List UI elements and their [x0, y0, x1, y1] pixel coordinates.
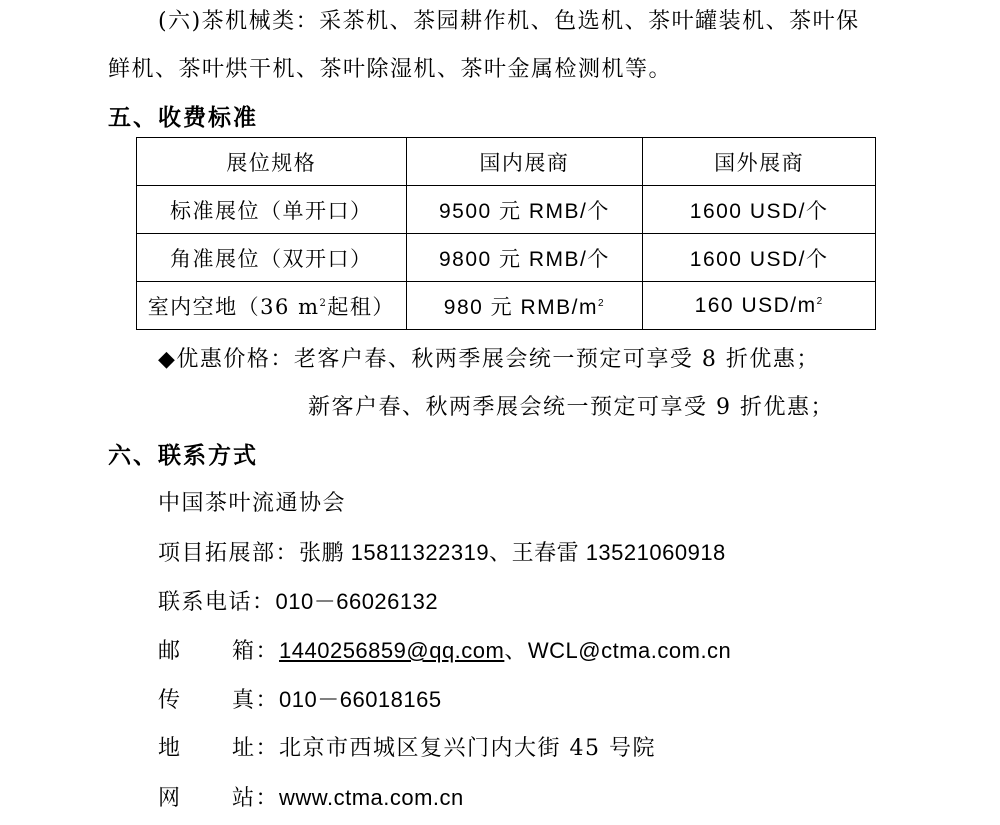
section5-title: 五、收费标准	[108, 105, 258, 131]
table-row	[137, 282, 876, 330]
fee-header-foreign: 国外展商	[643, 138, 876, 186]
project-label: 项目拓展部：	[158, 541, 300, 566]
fee-cell-foreign-a: 160 USD/m	[694, 293, 817, 317]
project-value: 张鹏 15811322319、王春雷 13521060918	[299, 540, 726, 565]
fee-cell-spec	[137, 282, 407, 330]
fee-cell-domestic-a: 980 元 RMB/m	[443, 295, 598, 319]
table-row	[137, 234, 876, 282]
fax-label-b: 真：	[232, 688, 280, 713]
fee-cell-spec: 角准展位（双开口）	[137, 234, 407, 282]
fee-cell-domestic: 9500 元 RMB/个	[406, 186, 643, 234]
fax-label-a: 传	[158, 688, 182, 713]
fee-header-spec: 展位规格	[137, 138, 407, 186]
fee-cell-foreign: 1600 USD/个	[643, 234, 876, 282]
website-label-b: 站：	[232, 786, 280, 811]
fee-cell-domestic: 9800 元 RMB/个	[406, 234, 643, 282]
section6-title: 六、联系方式	[108, 443, 258, 469]
superscript-2: 2	[816, 295, 824, 307]
email-label-a: 邮	[158, 639, 182, 664]
category6-line1: (六)茶机械类：采茶机、茶园耕作机、色选机、茶叶罐装机、茶叶保	[158, 9, 860, 34]
fee-cell-spec-a: 室内空地（36 m	[147, 294, 320, 319]
fee-cell-domestic	[406, 282, 643, 330]
email-label-b: 箱：	[232, 639, 280, 664]
email-value-ctma: WCL@ctma.com.cn	[527, 638, 732, 663]
fee-table	[136, 137, 876, 330]
fee-cell-spec-b: 起租）	[327, 294, 395, 319]
website-label-a: 网	[158, 786, 182, 811]
discount-line2: 新客户春、秋两季展会统一预定可享受 9 折优惠；	[308, 395, 834, 420]
phone-label: 联系电话：	[158, 590, 276, 615]
address-label-a: 地	[158, 736, 182, 761]
phone-line	[158, 588, 438, 617]
fee-cell-spec: 标准展位（单开口）	[137, 186, 407, 234]
category6-line2: 鲜机、茶叶烘干机、茶叶除湿机、茶叶金属检测机等。	[108, 57, 673, 82]
website-line	[158, 784, 464, 813]
project-dept-line	[158, 539, 726, 568]
table-row	[137, 186, 876, 234]
website-value: www.ctma.com.cn	[279, 785, 464, 810]
fax-line	[158, 686, 442, 715]
email-link-qq[interactable]: 1440256859@qq.com	[279, 638, 505, 663]
address-line	[158, 735, 656, 763]
email-separator: 、	[504, 639, 528, 664]
phone-value: 010－66026132	[275, 589, 439, 614]
fee-cell-foreign	[643, 282, 876, 330]
org-name: 中国茶叶流通协会	[158, 491, 347, 516]
superscript-2: 2	[319, 297, 328, 309]
fax-value: 010－66018165	[279, 687, 442, 712]
email-line	[158, 637, 731, 666]
superscript-2: 2	[598, 297, 606, 309]
fee-table-header-row	[137, 138, 876, 186]
discount-line1: ◆优惠价格：老客户春、秋两季展会统一预定可享受 8 折优惠；	[158, 347, 820, 372]
address-value: 北京市西城区复兴门内大街 45 号院	[279, 736, 656, 761]
fee-cell-foreign: 1600 USD/个	[643, 186, 876, 234]
address-label-b: 址：	[232, 736, 280, 761]
fee-header-domestic: 国内展商	[406, 138, 643, 186]
